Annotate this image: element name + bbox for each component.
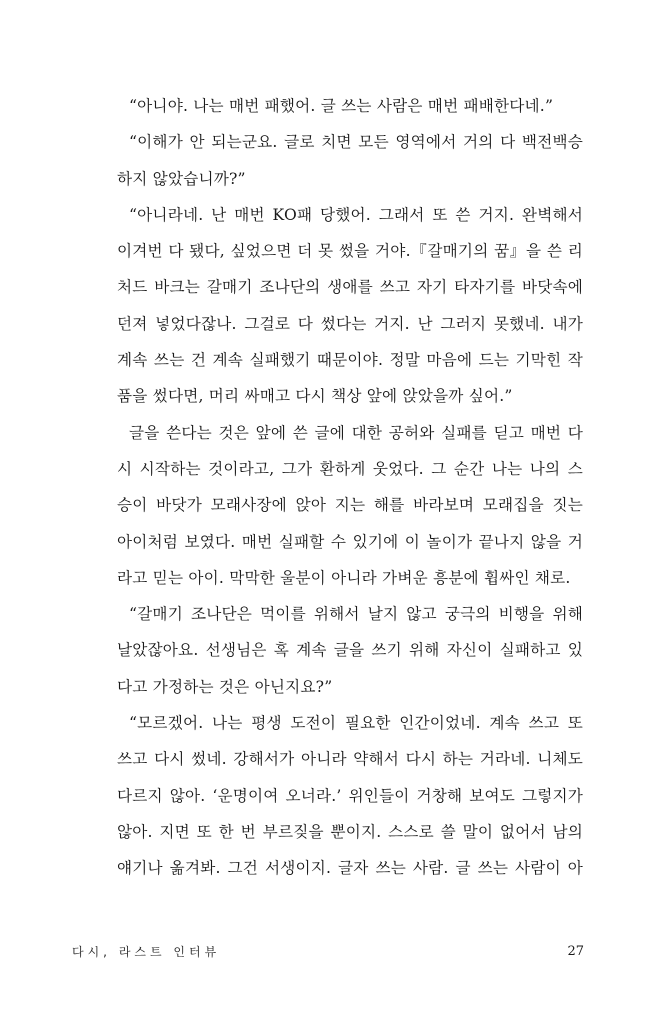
text-line: 아이처럼 보였다. 매번 실패할 수 있기에 이 놀이가 끝나지 않을 거 <box>117 532 583 551</box>
body-text <box>117 88 583 887</box>
text-line: 다고 가정하는 것은 아닌지요?” <box>117 677 333 696</box>
text-line: 하지 않았습니까?” <box>117 169 246 188</box>
text-line: 날았잖아요. 선생님은 혹 계속 글을 쓰기 위해 자신이 실패하고 있 <box>117 641 583 660</box>
text-line: 않아. 지면 또 한 번 부르짖을 뿐이지. 스스로 쓸 말이 없어서 남의 <box>117 822 583 841</box>
text-line: 시 시작하는 것이라고, 그가 환하게 웃었다. 그 순간 나는 나의 스 <box>117 459 583 478</box>
text-line: 계속 쓰는 건 계속 실패했기 때문이야. 정말 마음에 드는 기막힌 작 <box>117 351 583 370</box>
text-line: 품을 썼다면, 머리 싸매고 다시 책상 앞에 앉았을까 싶어.” <box>117 387 513 406</box>
text-line: 얘기나 옮겨봐. 그건 서생이지. 글자 쓰는 사람. 글 쓰는 사람이 아 <box>117 859 583 878</box>
text-line: “이해가 안 되는군요. 글로 치면 모든 영역에서 거의 다 백전백승 <box>129 133 583 152</box>
text-line: 다르지 않아. ‘운명이여 오너라.’ 위인들이 거창해 보여도 그렇지가 <box>117 786 583 805</box>
text-line: “아니야. 나는 매번 패했어. 글 쓰는 사람은 매번 패배한다네.” <box>129 97 554 115</box>
text-line: “모르겠어. 나는 평생 도전이 필요한 인간이었네. 계속 쓰고 또 <box>129 714 583 733</box>
text-line: 던져 넣었다잖나. 그걸로 다 썼다는 거지. 난 그러지 못했네. 내가 <box>117 314 583 333</box>
text-line: “아니라네. 난 매번 KO패 당했어. 그래서 또 쓴 거지. 완벽해서 <box>129 205 583 224</box>
page-footer <box>72 940 584 964</box>
text-line: 글을 쓴다는 것은 앞에 쓴 글에 대한 공허와 실패를 딛고 매번 다 <box>129 423 583 442</box>
running-title: 다시, 라스트 인터뷰 <box>72 945 221 959</box>
text-line: 이겨번 다 됐다, 싶었으면 더 못 썼을 거야.『갈매기의 꿈』을 쓴 리 <box>117 242 583 261</box>
text-line: “갈매기 조나단은 먹이를 위해서 날지 않고 궁극의 비행을 위해 <box>129 605 583 624</box>
text-line: 라고 믿는 아이. 막막한 울분이 아니라 가벼운 흥분에 휩싸인 채로. <box>117 568 571 587</box>
text-line: 승이 바닷가 모래사장에 앉아 지는 해를 바라보며 모래집을 짓는 <box>117 496 583 515</box>
page-number: 27 <box>567 944 584 959</box>
text-line: 처드 바크는 갈매기 조나단의 생애를 쓰고 자기 타자기를 바닷속에 <box>117 278 583 297</box>
text-line: 쓰고 다시 썼네. 강해서가 아니라 약해서 다시 하는 거라네. 니체도 <box>117 750 583 769</box>
